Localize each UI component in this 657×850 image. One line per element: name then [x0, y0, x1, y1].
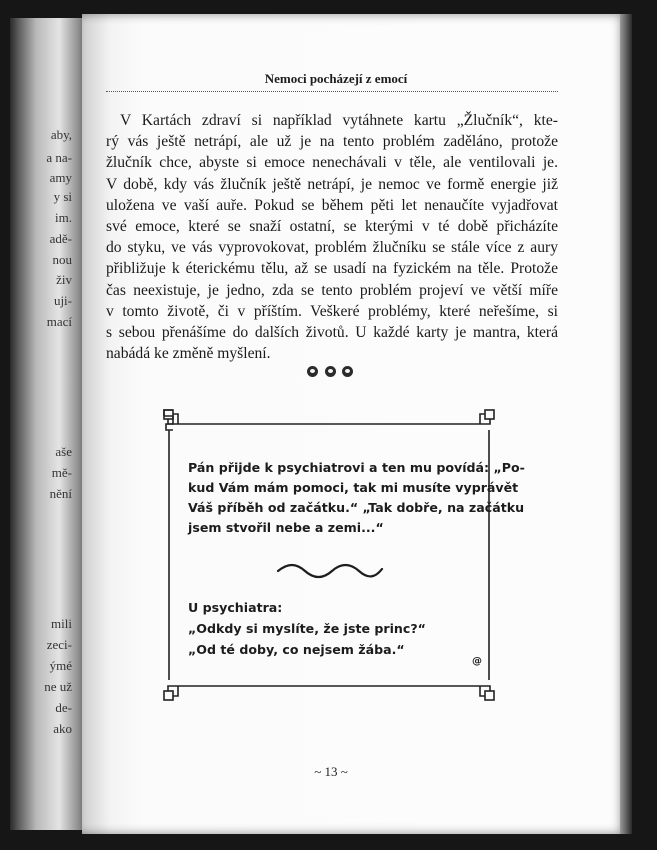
facing-page-fragment: živ [56, 272, 72, 287]
facing-page-fragment: amy [49, 170, 72, 185]
body-line: své emoce, které se snaží ostatní, se kterými v té době přicházíte [106, 217, 558, 235]
joke-two-heading: U psychiatra: [188, 600, 283, 615]
joke-line: „Od té doby, co nejsem žába.“ [188, 642, 405, 657]
body-line: V Kartách zdraví si například vytáhnete kartu „Žlučník“, kte- [120, 112, 558, 129]
facing-page-fragment: nění [49, 486, 72, 501]
copyright-mark: @ [472, 656, 482, 667]
facing-page-fragment: de- [55, 700, 72, 715]
facing-page-fragment: aše [55, 444, 72, 459]
wavy-line-divider [276, 563, 384, 579]
facing-page-fragment: aby, [50, 127, 72, 142]
dotted-head-rule [106, 91, 558, 92]
swirl-dot-icon [342, 366, 353, 377]
swirl-dot-icon [307, 366, 318, 377]
body-line: do styku, ve vás vyprovokovat, problém žlučníku se stále více z aury [106, 239, 558, 257]
facing-page-fragment: ne už [44, 679, 72, 694]
joke-line: „Odkdy si myslíte, že jste princ?“ [188, 621, 426, 636]
body-line: uložena ve vaší auře. Pokud se během pěti let nenaučíte vyjadřovat [106, 196, 558, 214]
body-line: žlučník chce, abyste si emoce nenechávali v těle, ale ventilovali je. [106, 154, 558, 172]
swirl-dot-icon [325, 366, 336, 377]
facing-page-fragment: mací [46, 314, 72, 329]
facing-page-fragment: ýmé [49, 658, 72, 673]
joke-line: Váš příběh od začátku.“ „Tak dobře, na začátku [188, 500, 525, 515]
three-swirl-dots-icon [307, 364, 353, 378]
facing-page-fragment: mili [51, 616, 72, 631]
body-line: v tomto životě, či v příštím. Veškeré problémy, které neřešíme, si [106, 302, 558, 320]
body-paragraph [106, 110, 558, 364]
facing-page [10, 18, 92, 830]
page-edge-shadow [620, 14, 632, 834]
joke-line: jsem stvořil nebe a zemi...“ [188, 520, 384, 535]
facing-page-fragment: y si [53, 189, 72, 204]
joke-line: Pán přijde k psychiatrovi a ten mu povídá: „Po- [188, 460, 525, 475]
body-line: čas neexistuje, je jedno, zda se tento problém projeví ve větší míře [106, 281, 558, 299]
facing-page-fragment: adě- [49, 231, 72, 246]
facing-page-fragment: zeci- [46, 637, 72, 652]
facing-page-fragment: ako [53, 721, 72, 736]
facing-page-fragment: mě- [51, 465, 72, 480]
body-line: přibližuje k éterickému tělu, až se usadí na fyzickém na těle. Protože [106, 260, 558, 278]
joke-line: kud Vám mám pomoci, tak mi musíte vyprávět [188, 480, 519, 495]
page-number: ~ 13 ~ [314, 764, 348, 779]
facing-page-fragment: im. [55, 210, 72, 225]
joke-one [188, 458, 525, 538]
body-line: rý vás ještě netrápí, ale už je na tento problém zaděláno, protože [106, 133, 558, 151]
body-line: nabádá ke změně myšlení. [106, 345, 271, 363]
joke-two [188, 597, 488, 660]
facing-page-fragment: uji- [53, 293, 72, 308]
body-line: V době, kdy vás žlučník ještě netrápí, je nemoc ve formě energie již [106, 175, 558, 193]
body-line: s sebou přenášíme do dalších životů. U každé karty je mantra, která [106, 323, 558, 341]
facing-page-fragment: a na- [46, 150, 72, 165]
facing-page-fragment: nou [52, 252, 72, 267]
running-head: Nemoci pocházejí z emocí [264, 71, 408, 86]
